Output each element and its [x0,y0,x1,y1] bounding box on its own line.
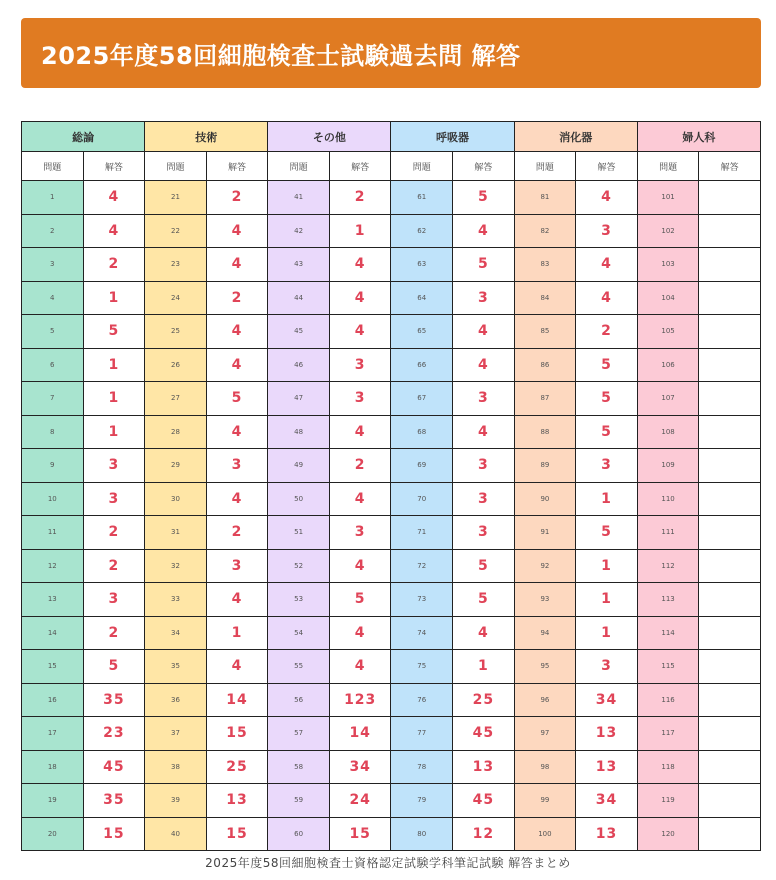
footer-caption: 2025年度58回細胞検査士資格認定試験学科筆記試験 解答まとめ [205,856,571,870]
question-number-cell: 18 [22,750,84,784]
answer-cell: 23 [83,717,145,751]
answer-cell: 3 [206,449,268,483]
question-number-cell: 30 [145,482,207,516]
answer-cell: 2 [576,315,638,349]
answer-cell: 5 [83,315,145,349]
question-number-cell: 40 [145,817,207,851]
question-number-cell: 117 [637,717,699,751]
question-number-cell: 39 [145,784,207,818]
question-number-cell: 109 [637,449,699,483]
table-row [22,315,761,349]
answer-cell: 4 [576,281,638,315]
question-number-cell: 26 [145,348,207,382]
answer-cell: 14 [206,683,268,717]
question-number-cell: 13 [22,583,84,617]
table-row [22,181,761,215]
question-number-cell: 31 [145,516,207,550]
answer-table-body [22,181,761,851]
question-number-cell: 65 [391,315,453,349]
answer-cell: 15 [206,817,268,851]
question-number-cell: 46 [268,348,330,382]
question-number-cell: 84 [514,281,576,315]
question-number-cell: 98 [514,750,576,784]
question-number-cell: 21 [145,181,207,215]
answer-cell [699,650,761,684]
question-number-cell: 69 [391,449,453,483]
answer-cell [699,248,761,282]
answer-cell: 2 [329,449,391,483]
answer-cell: 123 [329,683,391,717]
question-number-cell: 94 [514,616,576,650]
answer-cell [699,214,761,248]
answer-cell: 4 [206,482,268,516]
table-row [22,650,761,684]
question-number-cell: 42 [268,214,330,248]
table-row [22,348,761,382]
question-number-cell: 93 [514,583,576,617]
answer-cell: 2 [329,181,391,215]
question-number-cell: 16 [22,683,84,717]
answer-cell: 3 [453,449,515,483]
answer-cell: 5 [453,549,515,583]
category-header: その他 [268,122,391,152]
question-number-cell: 68 [391,415,453,449]
question-number-cell: 80 [391,817,453,851]
question-number-cell: 114 [637,616,699,650]
table-row [22,683,761,717]
question-number-cell: 10 [22,482,84,516]
question-number-cell: 62 [391,214,453,248]
answer-cell: 4 [206,650,268,684]
answer-cell: 2 [206,516,268,550]
answer-cell: 3 [329,348,391,382]
answer-cell: 1 [83,415,145,449]
answer-cell [699,449,761,483]
question-number-cell: 7 [22,382,84,416]
question-number-cell: 3 [22,248,84,282]
answer-cell [699,415,761,449]
question-number-cell: 24 [145,281,207,315]
question-number-cell: 1 [22,181,84,215]
question-number-cell: 58 [268,750,330,784]
question-number-cell: 15 [22,650,84,684]
question-number-cell: 9 [22,449,84,483]
question-number-cell: 2 [22,214,84,248]
answer-cell [699,482,761,516]
answer-cell: 1 [576,616,638,650]
answer-cell: 15 [83,817,145,851]
answer-cell: 4 [83,181,145,215]
answer-cell: 4 [329,281,391,315]
category-header: 婦人科 [637,122,760,152]
answer-cell: 34 [329,750,391,784]
answer-cell: 3 [453,482,515,516]
table-row [22,449,761,483]
answer-cell: 4 [206,415,268,449]
answer-cell [699,817,761,851]
answer-cell: 3 [576,449,638,483]
answer-cell: 4 [329,616,391,650]
question-number-cell: 107 [637,382,699,416]
answer-cell: 25 [453,683,515,717]
answer-cell: 1 [453,650,515,684]
question-number-cell: 29 [145,449,207,483]
answer-cell: 4 [453,315,515,349]
question-number-cell: 49 [268,449,330,483]
category-header: 呼吸器 [391,122,514,152]
table-row [22,214,761,248]
question-number-cell: 8 [22,415,84,449]
question-number-cell: 44 [268,281,330,315]
question-number-cell: 36 [145,683,207,717]
category-header: 総論 [22,122,145,152]
question-number-cell: 76 [391,683,453,717]
question-number-cell: 19 [22,784,84,818]
question-number-cell: 113 [637,583,699,617]
answer-cell: 13 [453,750,515,784]
answer-cell: 13 [206,784,268,818]
question-number-cell: 14 [22,616,84,650]
answer-cell: 4 [453,214,515,248]
question-number-cell: 72 [391,549,453,583]
answer-cell: 2 [83,516,145,550]
question-number-cell: 103 [637,248,699,282]
answer-cell: 13 [576,817,638,851]
answer-cell: 34 [576,683,638,717]
question-number-cell: 73 [391,583,453,617]
question-number-cell: 20 [22,817,84,851]
answer-cell: 1 [329,214,391,248]
answer-cell: 4 [206,315,268,349]
question-number-cell: 6 [22,348,84,382]
answer-cell: 4 [329,248,391,282]
title-banner [21,18,761,88]
answer-column-header: 解答 [699,152,761,181]
question-number-cell: 54 [268,616,330,650]
question-number-cell: 27 [145,382,207,416]
answer-cell: 45 [453,784,515,818]
table-row [22,616,761,650]
question-number-cell: 66 [391,348,453,382]
table-row [22,382,761,416]
question-number-cell: 52 [268,549,330,583]
answer-cell: 5 [576,348,638,382]
answer-cell: 4 [329,549,391,583]
answer-cell: 3 [453,516,515,550]
answer-cell: 3 [453,382,515,416]
answer-cell [699,750,761,784]
answer-cell: 5 [453,181,515,215]
answer-cell: 3 [329,382,391,416]
question-number-cell: 48 [268,415,330,449]
question-number-cell: 90 [514,482,576,516]
question-number-cell: 61 [391,181,453,215]
question-number-cell: 22 [145,214,207,248]
question-number-cell: 74 [391,616,453,650]
question-number-cell: 116 [637,683,699,717]
question-number-cell: 91 [514,516,576,550]
answer-cell: 4 [83,214,145,248]
table-row [22,516,761,550]
answer-cell: 15 [329,817,391,851]
answer-cell: 5 [576,516,638,550]
column-header-row [22,152,761,181]
question-number-cell: 83 [514,248,576,282]
answer-cell: 1 [576,583,638,617]
question-number-cell: 64 [391,281,453,315]
question-column-header: 問題 [22,152,84,181]
question-number-cell: 86 [514,348,576,382]
question-number-cell: 102 [637,214,699,248]
question-number-cell: 115 [637,650,699,684]
answer-cell [699,583,761,617]
answer-cell: 4 [206,214,268,248]
answer-cell: 35 [83,683,145,717]
question-number-cell: 104 [637,281,699,315]
answer-cell: 4 [576,248,638,282]
question-number-cell: 47 [268,382,330,416]
answer-column-header: 解答 [206,152,268,181]
question-number-cell: 87 [514,382,576,416]
question-number-cell: 67 [391,382,453,416]
page-title: 2025年度58回細胞検査士試験過去問 解答 [41,41,521,70]
answer-cell: 3 [576,650,638,684]
answer-cell: 5 [329,583,391,617]
table-row [22,549,761,583]
question-column-header: 問題 [145,152,207,181]
answer-column-header: 解答 [83,152,145,181]
answer-cell: 35 [83,784,145,818]
answer-table [21,121,761,851]
answer-cell: 4 [453,415,515,449]
table-row [22,784,761,818]
question-number-cell: 38 [145,750,207,784]
question-number-cell: 120 [637,817,699,851]
answer-cell: 1 [576,549,638,583]
question-number-cell: 25 [145,315,207,349]
table-row [22,415,761,449]
answer-cell: 4 [453,348,515,382]
answer-cell: 3 [329,516,391,550]
question-number-cell: 53 [268,583,330,617]
question-number-cell: 89 [514,449,576,483]
table-row [22,281,761,315]
question-number-cell: 85 [514,315,576,349]
answer-cell [699,281,761,315]
answer-cell: 13 [576,717,638,751]
answer-cell: 5 [206,382,268,416]
question-number-cell: 5 [22,315,84,349]
question-number-cell: 88 [514,415,576,449]
answer-cell: 45 [453,717,515,751]
question-number-cell: 119 [637,784,699,818]
question-number-cell: 81 [514,181,576,215]
answer-cell: 13 [576,750,638,784]
question-number-cell: 4 [22,281,84,315]
question-number-cell: 17 [22,717,84,751]
question-number-cell: 41 [268,181,330,215]
question-number-cell: 51 [268,516,330,550]
answer-cell: 1 [576,482,638,516]
question-number-cell: 77 [391,717,453,751]
table-row [22,482,761,516]
answer-cell: 15 [206,717,268,751]
question-number-cell: 37 [145,717,207,751]
question-number-cell: 79 [391,784,453,818]
answer-cell: 3 [453,281,515,315]
category-header-row [22,122,761,152]
answer-cell: 4 [453,616,515,650]
answer-cell: 1 [206,616,268,650]
question-number-cell: 111 [637,516,699,550]
question-number-cell: 59 [268,784,330,818]
question-number-cell: 105 [637,315,699,349]
answer-cell: 2 [206,181,268,215]
answer-column-header: 解答 [329,152,391,181]
question-column-header: 問題 [391,152,453,181]
question-number-cell: 32 [145,549,207,583]
table-row [22,248,761,282]
answer-cell: 5 [576,382,638,416]
answer-cell: 1 [83,348,145,382]
question-number-cell: 33 [145,583,207,617]
question-number-cell: 55 [268,650,330,684]
question-number-cell: 95 [514,650,576,684]
answer-cell [699,382,761,416]
answer-cell: 3 [83,449,145,483]
question-column-header: 問題 [268,152,330,181]
answer-cell: 5 [576,415,638,449]
question-number-cell: 96 [514,683,576,717]
answer-cell: 2 [206,281,268,315]
answer-cell [699,549,761,583]
question-number-cell: 11 [22,516,84,550]
answer-cell [699,717,761,751]
question-number-cell: 23 [145,248,207,282]
answer-cell: 4 [206,248,268,282]
answer-cell [699,683,761,717]
answer-cell: 4 [206,583,268,617]
answer-cell: 34 [576,784,638,818]
question-number-cell: 35 [145,650,207,684]
question-number-cell: 12 [22,549,84,583]
question-number-cell: 101 [637,181,699,215]
answer-cell: 1 [83,382,145,416]
answer-cell [699,516,761,550]
answer-column-header: 解答 [576,152,638,181]
category-header: 消化器 [514,122,637,152]
answer-cell: 1 [83,281,145,315]
answer-cell: 12 [453,817,515,851]
question-number-cell: 63 [391,248,453,282]
question-number-cell: 92 [514,549,576,583]
question-number-cell: 50 [268,482,330,516]
question-number-cell: 106 [637,348,699,382]
question-number-cell: 28 [145,415,207,449]
answer-column-header: 解答 [453,152,515,181]
question-number-cell: 70 [391,482,453,516]
question-number-cell: 110 [637,482,699,516]
question-number-cell: 118 [637,750,699,784]
question-column-header: 問題 [637,152,699,181]
question-number-cell: 75 [391,650,453,684]
answer-cell: 5 [83,650,145,684]
question-number-cell: 56 [268,683,330,717]
question-number-cell: 97 [514,717,576,751]
answer-cell: 3 [83,583,145,617]
question-number-cell: 34 [145,616,207,650]
answer-cell: 25 [206,750,268,784]
question-number-cell: 108 [637,415,699,449]
question-number-cell: 43 [268,248,330,282]
question-number-cell: 82 [514,214,576,248]
answer-cell [699,616,761,650]
answer-cell: 2 [83,549,145,583]
table-row [22,583,761,617]
answer-cell: 5 [453,248,515,282]
table-row [22,817,761,851]
question-number-cell: 71 [391,516,453,550]
table-row [22,717,761,751]
answer-cell: 2 [83,616,145,650]
answer-cell: 3 [206,549,268,583]
answer-cell: 24 [329,784,391,818]
category-header: 技術 [145,122,268,152]
answer-cell: 4 [329,315,391,349]
question-column-header: 問題 [514,152,576,181]
answer-cell: 14 [329,717,391,751]
question-number-cell: 60 [268,817,330,851]
table-row [22,750,761,784]
answer-cell: 2 [83,248,145,282]
question-number-cell: 100 [514,817,576,851]
answer-cell [699,784,761,818]
answer-cell [699,181,761,215]
question-number-cell: 78 [391,750,453,784]
answer-cell [699,315,761,349]
answer-cell [699,348,761,382]
answer-cell: 4 [329,482,391,516]
question-number-cell: 99 [514,784,576,818]
answer-cell: 45 [83,750,145,784]
answer-cell: 4 [206,348,268,382]
answer-cell: 3 [576,214,638,248]
answer-cell: 4 [329,650,391,684]
question-number-cell: 112 [637,549,699,583]
answer-cell: 5 [453,583,515,617]
answer-cell: 4 [576,181,638,215]
answer-cell: 4 [329,415,391,449]
question-number-cell: 57 [268,717,330,751]
answer-cell: 3 [83,482,145,516]
question-number-cell: 45 [268,315,330,349]
